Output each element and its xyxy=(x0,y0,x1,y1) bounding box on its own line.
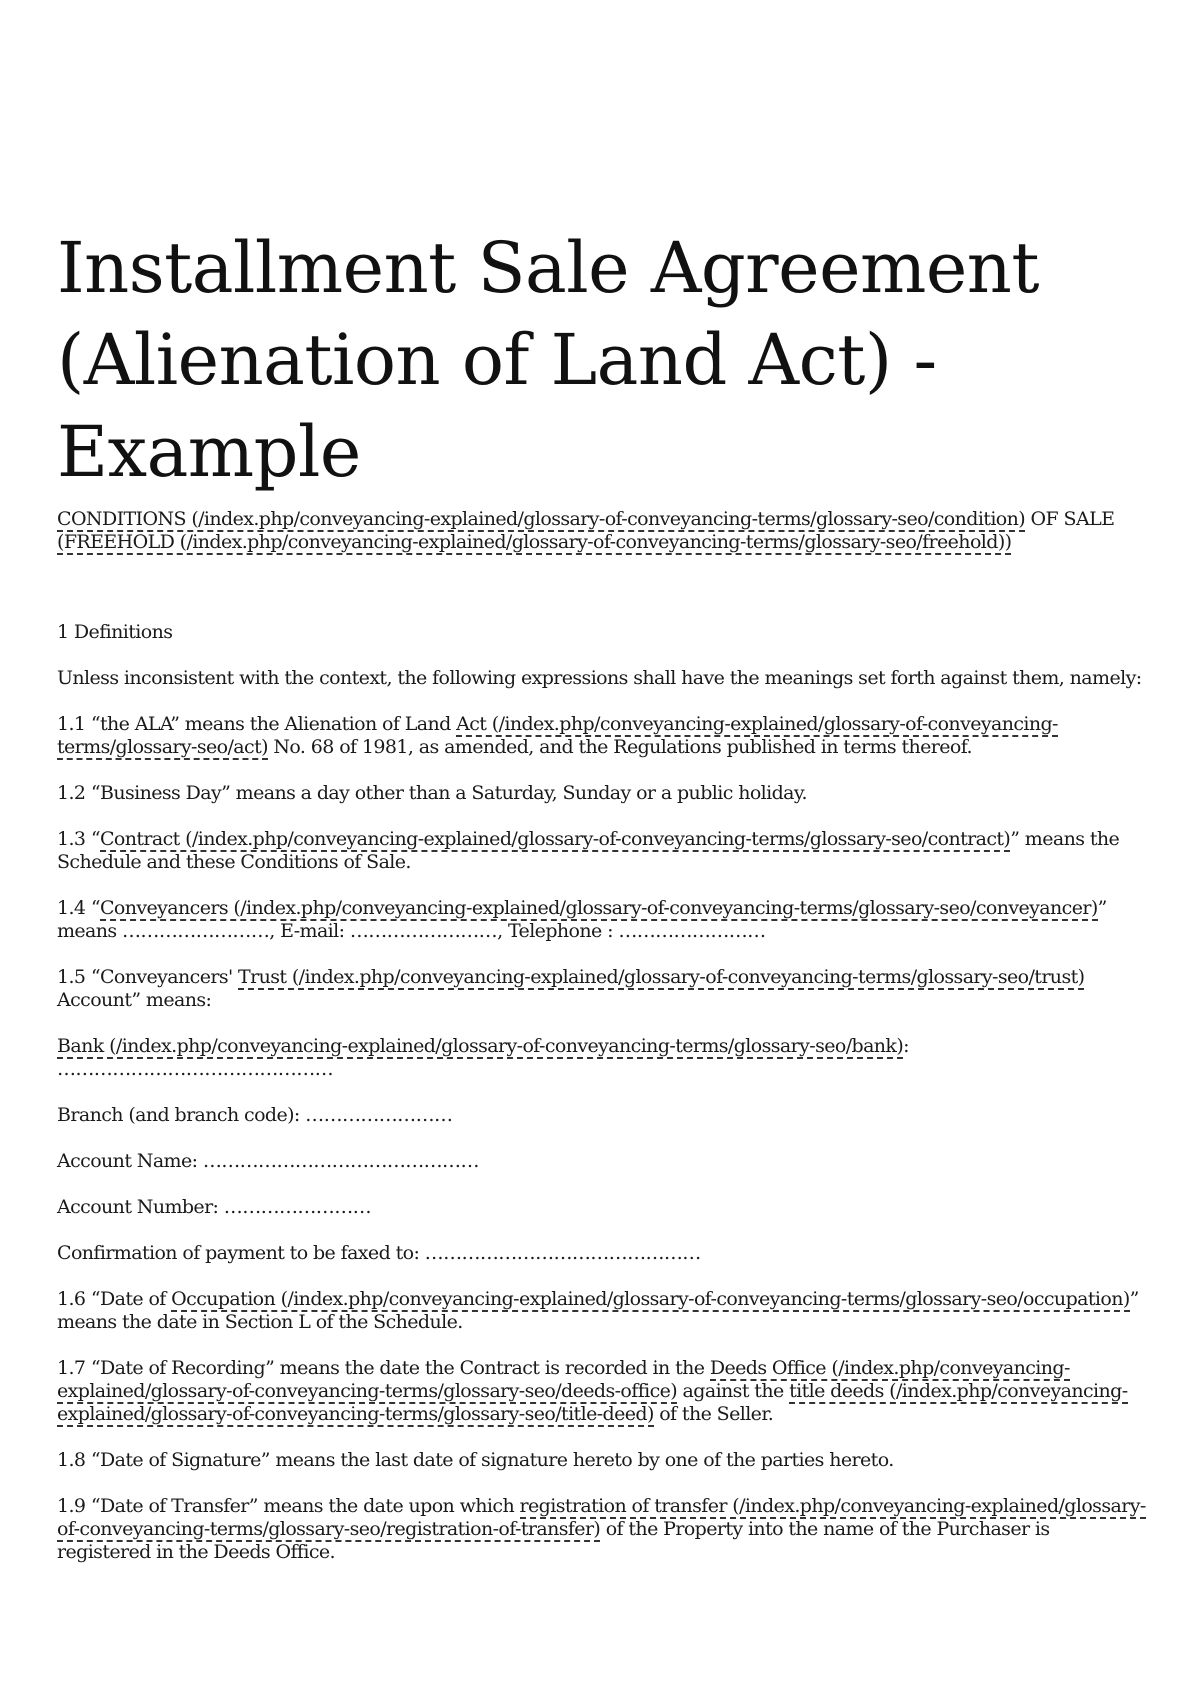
definition-text: ” means ……………………, E-mail: ……………………, Telephone : …………………… xyxy=(57,897,1107,942)
definition-text: 1.7 “Date of Recording” means the date the Contract is recorded in the xyxy=(57,1357,710,1379)
definition-1-2: 1.2 “Business Day” means a day other than a Saturday, Sunday or a public holiday. xyxy=(57,782,807,804)
glossary-link-freehold[interactable]: (FREEHOLD (/index.php/conveyancing-explained/glossary-of-conveyancing-terms/glossary-seo/freehold)) xyxy=(57,531,1012,553)
definition-text: 1.1 “the ALA” means the Alienation of Land xyxy=(57,713,457,735)
branch-line: Branch (and branch code): …………………… xyxy=(57,1104,453,1126)
confirmation-line: Confirmation of payment to be faxed to: ……………………………………… xyxy=(57,1242,701,1264)
definition-text: Account” means: xyxy=(57,989,212,1011)
conditions-text: OF SALE xyxy=(1025,508,1115,530)
definition-text: 1.6 “Date of xyxy=(57,1288,172,1310)
definition-text: 1.3 “ xyxy=(57,828,100,850)
glossary-link-bank[interactable]: Bank (/index.php/conveyancing-explained/glossary-of-conveyancing-terms/glossary-seo/bank) xyxy=(57,1035,904,1057)
page-title xyxy=(57,222,1157,498)
glossary-link-act[interactable]: Act (/index.php/conveyancing-explained/glossary-of-conveyancing-terms/glossary-seo/act) xyxy=(57,713,1058,758)
title-line: (Alienation of Land Act) - xyxy=(57,319,937,401)
bank-line xyxy=(57,1035,1147,1081)
definition-text: ” means the Schedule and these Conditions of Sale. xyxy=(57,828,1120,873)
definition-text: : ……………………………………… xyxy=(57,1035,909,1080)
definition-text: ” means the date in Section L of the Schedule. xyxy=(57,1288,1139,1333)
section-heading: 1 Definitions xyxy=(57,621,173,643)
definition-1-1 xyxy=(57,713,1147,759)
title-line: Example xyxy=(57,411,361,493)
definition-text: 1.5 “Conveyancers' xyxy=(57,966,239,988)
definition-text: 1.9 “Date of Transfer” means the date upon which xyxy=(57,1495,520,1517)
glossary-link-registration-of-transfer[interactable]: registration of transfer (/index.php/conveyancing-explained/glossary-of-conveyancing-terms/glossary-seo/registration-of-transfer) xyxy=(57,1495,1146,1540)
glossary-link-trust[interactable]: Trust (/index.php/conveyancing-explained/glossary-of-conveyancing-terms/glossary-seo/trust) xyxy=(238,966,1085,988)
glossary-link-condition[interactable]: CONDITIONS (/index.php/conveyancing-explained/glossary-of-conveyancing-terms/glossary-seo/condition) xyxy=(57,508,1026,530)
definition-text: 1.4 “ xyxy=(57,897,100,919)
definition-1-8: 1.8 “Date of Signature” means the last date of signature hereto by one of the parties hereto. xyxy=(57,1449,894,1471)
conditions-of-sale-heading xyxy=(57,508,1147,554)
document-body xyxy=(57,508,1147,1587)
definitions-intro: Unless inconsistent with the context, the following expressions shall have the meanings set forth against them, namely: xyxy=(57,667,1142,689)
definition-1-4 xyxy=(57,897,1147,943)
definition-text: against the xyxy=(677,1380,790,1402)
glossary-link-occupation[interactable]: Occupation (/index.php/conveyancing-explained/glossary-of-conveyancing-terms/glossary-seo/occupation) xyxy=(171,1288,1130,1310)
glossary-link-deeds-office[interactable]: Deeds Office (/index.php/conveyancing-explained/glossary-of-conveyancing-terms/glossary-seo/deeds-office) xyxy=(57,1357,1070,1402)
definition-text: No. 68 of 1981, as amended, and the Regulations published in terms thereof. xyxy=(267,736,972,758)
account-name-line: Account Name: ……………………………………… xyxy=(57,1150,479,1172)
definition-text: of the Seller. xyxy=(653,1403,774,1425)
account-number-line: Account Number: …………………… xyxy=(57,1196,371,1218)
title-line: Installment Sale Agreement xyxy=(57,227,1040,309)
glossary-link-title-deed[interactable]: title deeds (/index.php/conveyancing-explained/glossary-of-conveyancing-terms/glossary-seo/title-deed) xyxy=(57,1380,1128,1425)
definition-text: of the Property into the name of the Purchaser is registered in the Deeds Office. xyxy=(57,1518,1050,1563)
definition-1-3 xyxy=(57,828,1147,874)
definition-1-9 xyxy=(57,1495,1147,1564)
glossary-link-contract[interactable]: Contract (/index.php/conveyancing-explained/glossary-of-conveyancing-terms/glossary-seo/contract) xyxy=(99,828,1011,850)
definition-1-7 xyxy=(57,1357,1147,1426)
glossary-link-conveyancer[interactable]: Conveyancers (/index.php/conveyancing-explained/glossary-of-conveyancing-terms/glossary-seo/conveyancer) xyxy=(99,897,1098,919)
definition-1-5 xyxy=(57,966,1147,1012)
definition-1-6 xyxy=(57,1288,1147,1334)
